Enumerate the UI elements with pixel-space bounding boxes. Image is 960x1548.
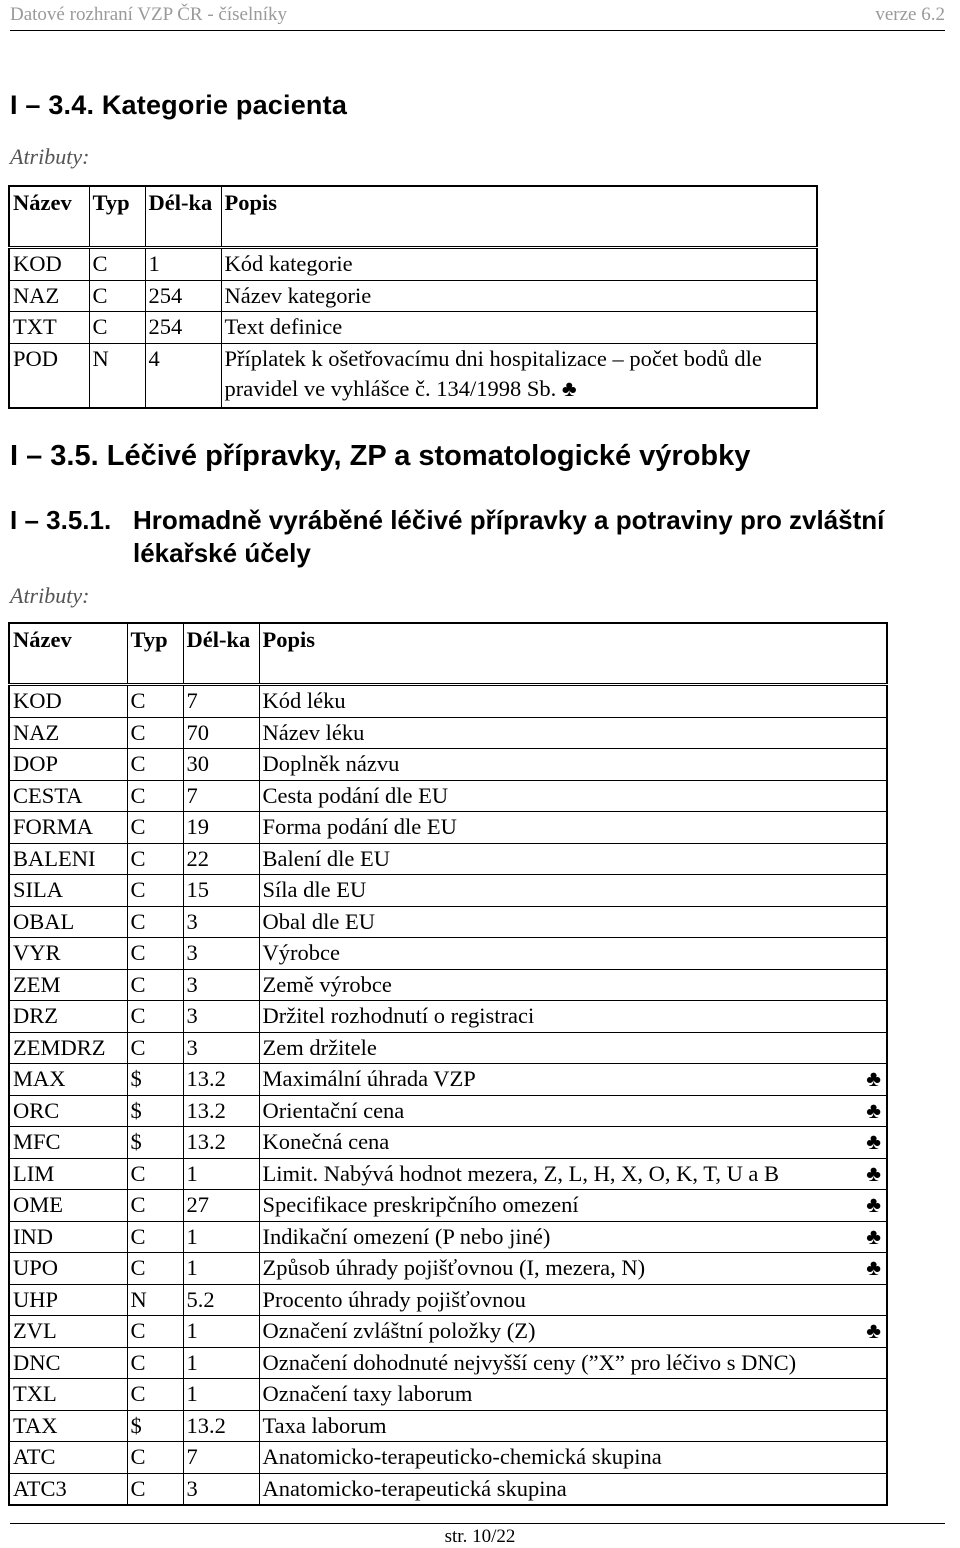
cell-name: POD: [9, 343, 89, 408]
cell-name: TAX: [9, 1410, 127, 1442]
cell-description: [259, 717, 887, 749]
table-row: [9, 1316, 887, 1348]
description-text: Limit. Nabývá hodnot mezera, Z, L, H, X, O, K, T, U a B: [262, 1160, 780, 1186]
club-mark-icon: ♣: [866, 1129, 881, 1154]
cell-length: 1: [183, 1379, 259, 1411]
cell-length: 7: [183, 780, 259, 812]
table-row: [9, 906, 887, 938]
table-row: [9, 1253, 887, 1285]
cell-length: 1: [183, 1158, 259, 1190]
cell-description: [259, 1095, 887, 1127]
cell-length: 1: [183, 1316, 259, 1348]
description-text: Země výrobce: [262, 971, 392, 997]
cell-name: CESTA: [9, 780, 127, 812]
cell-description: [259, 875, 887, 907]
table-header-row: [9, 623, 887, 685]
cell-name: ZEM: [9, 969, 127, 1001]
cell-type: C: [127, 1190, 183, 1222]
table-row: [9, 1095, 887, 1127]
cell-name: UHP: [9, 1284, 127, 1316]
cell-name: LIM: [9, 1158, 127, 1190]
cell-length: 70: [183, 717, 259, 749]
cell-description: [259, 1347, 887, 1379]
table-row: [9, 875, 887, 907]
column-header: Název: [9, 186, 89, 248]
cell-type: C: [127, 1442, 183, 1474]
cell-length: 1: [183, 1347, 259, 1379]
cell-name: TXL: [9, 1379, 127, 1411]
cell-description: [259, 843, 887, 875]
cell-type: $: [127, 1410, 183, 1442]
cell-name: ORC: [9, 1095, 127, 1127]
cell-length: 3: [183, 938, 259, 970]
cell-length: 3: [183, 969, 259, 1001]
cell-name: BALENI: [9, 843, 127, 875]
cell-length: 1: [145, 248, 221, 281]
table-row: [9, 938, 887, 970]
cell-description: [259, 1473, 887, 1505]
cell-type: C: [127, 1316, 183, 1348]
table-row: [9, 1127, 887, 1159]
table-row: [9, 969, 887, 1001]
cell-length: 27: [183, 1190, 259, 1222]
description-text: Balení dle EU: [262, 845, 390, 871]
table-kategorie-pacienta: [8, 185, 818, 409]
description-text: Označení zvláštní položky (Z): [262, 1318, 536, 1343]
cell-type: C: [127, 938, 183, 970]
cell-length: 1: [183, 1221, 259, 1253]
cell-type: C: [127, 749, 183, 781]
cell-description: Text definice: [221, 312, 817, 344]
cell-name: ZVL: [9, 1316, 127, 1348]
cell-description: [259, 1127, 887, 1159]
table-row: [9, 1221, 887, 1253]
table-row: [9, 749, 887, 781]
subsection-number: I – 3.5.1.: [10, 505, 112, 535]
cell-name: ATC: [9, 1442, 127, 1474]
cell-name: FORMA: [9, 812, 127, 844]
table-row: [9, 1379, 887, 1411]
description-text: Označení taxy laborum: [262, 1381, 473, 1406]
cell-type: $: [127, 1064, 183, 1096]
cell-description: [259, 1001, 887, 1033]
club-mark-icon: ♣: [866, 1097, 881, 1123]
attributes-label: Atributy:: [10, 583, 90, 608]
description-text: Doplněk názvu: [262, 751, 400, 776]
cell-name: ZEMDRZ: [9, 1032, 127, 1064]
cell-name: NAZ: [9, 717, 127, 749]
description-text: Anatomicko-terapeuticko-chemická skupina: [262, 1444, 662, 1469]
cell-length: 7: [183, 1442, 259, 1474]
cell-length: 4: [145, 343, 221, 408]
footer-divider: [10, 1523, 945, 1524]
cell-name: MAX: [9, 1064, 127, 1096]
header-version: verze 6.2: [875, 4, 945, 25]
description-text: Označení dohodnuté nejvyšší ceny (”X” pro léčivo s DNC): [262, 1349, 797, 1375]
cell-type: C: [89, 280, 145, 312]
cell-name: UPO: [9, 1253, 127, 1285]
column-header: Typ: [89, 186, 145, 248]
table-row: [9, 1064, 887, 1096]
cell-description: Příplatek k ošetřovacímu dni hospitalizace – počet bodů dle pravidel ve vyhlášce č. 134/1998 Sb. ♣: [221, 343, 817, 408]
cell-type: C: [127, 1473, 183, 1505]
description-text: Kód léku: [262, 688, 346, 713]
cell-length: 3: [183, 1001, 259, 1033]
column-header: Dél-ka: [145, 186, 221, 248]
cell-type: C: [127, 969, 183, 1001]
cell-description: [259, 1379, 887, 1411]
cell-length: 3: [183, 906, 259, 938]
cell-name: KOD: [9, 248, 89, 281]
cell-name: NAZ: [9, 280, 89, 312]
cell-description: [259, 780, 887, 812]
cell-description: [259, 1158, 887, 1190]
cell-length: 254: [145, 280, 221, 312]
cell-type: C: [89, 312, 145, 344]
description-text: Specifikace preskripčního omezení: [262, 1192, 579, 1217]
table-row: [9, 685, 887, 718]
cell-description: [259, 685, 887, 718]
cell-type: C: [127, 1379, 183, 1411]
table-row: [9, 312, 817, 344]
table-row: [9, 1442, 887, 1474]
table-row: [9, 843, 887, 875]
cell-type: C: [127, 875, 183, 907]
table-row: [9, 1473, 887, 1505]
table-row: [9, 280, 817, 312]
description-text: Název léku: [262, 719, 365, 745]
cell-type: C: [127, 906, 183, 938]
description-text: Indikační omezení (P nebo jiné): [262, 1223, 551, 1249]
cell-length: 22: [183, 843, 259, 875]
table-row: [9, 780, 887, 812]
cell-description: [259, 1442, 887, 1474]
cell-description: [259, 1032, 887, 1064]
club-mark-icon: ♣: [866, 1318, 881, 1343]
description-text: Anatomicko-terapeutická skupina: [262, 1475, 567, 1501]
cell-description: [259, 1410, 887, 1442]
cell-type: C: [127, 812, 183, 844]
description-text: Procento úhrady pojišťovnou: [262, 1286, 526, 1312]
club-mark-icon: ♣: [866, 1223, 881, 1249]
cell-length: 13.2: [183, 1127, 259, 1159]
cell-type: N: [89, 343, 145, 408]
cell-length: 5.2: [183, 1284, 259, 1316]
cell-length: 3: [183, 1473, 259, 1505]
cell-name: DOP: [9, 749, 127, 781]
table-row: [9, 1158, 887, 1190]
cell-description: Kód kategorie: [221, 248, 817, 281]
description-text: Výrobce: [262, 940, 340, 965]
cell-type: N: [127, 1284, 183, 1316]
cell-description: [259, 812, 887, 844]
cell-name: OBAL: [9, 906, 127, 938]
cell-type: C: [127, 717, 183, 749]
cell-type: C: [127, 1253, 183, 1285]
table-row: [9, 248, 817, 281]
cell-type: C: [127, 685, 183, 718]
table-row: [9, 1410, 887, 1442]
cell-type: C: [127, 1221, 183, 1253]
table-row: [9, 1284, 887, 1316]
description-text: Způsob úhrady pojišťovnou (I, mezera, N): [262, 1255, 646, 1280]
cell-description: [259, 969, 887, 1001]
cell-length: 19: [183, 812, 259, 844]
table-row: [9, 1347, 887, 1379]
column-header: Dél-ka: [183, 623, 259, 685]
cell-length: 13.2: [183, 1095, 259, 1127]
attributes-label: Atributy:: [10, 144, 90, 169]
description-text: Zem držitele: [262, 1034, 377, 1060]
description-text: Konečná cena: [262, 1129, 390, 1154]
cell-description: [259, 749, 887, 781]
table-row: [9, 1032, 887, 1064]
cell-length: 7: [183, 685, 259, 718]
table-row: [9, 343, 817, 408]
description-text: Taxa laborum: [262, 1412, 387, 1438]
cell-description: Název kategorie: [221, 280, 817, 312]
cell-name: DNC: [9, 1347, 127, 1379]
cell-type: C: [127, 1001, 183, 1033]
table-row: [9, 1190, 887, 1222]
cell-description: [259, 1253, 887, 1285]
club-mark-icon: ♣: [866, 1255, 881, 1280]
column-header: Popis: [221, 186, 817, 248]
description-text: Cesta podání dle EU: [262, 782, 449, 808]
subsection-title: Hromadně vyráběné léčivé přípravky a potraviny pro zvláštní lékařské účely: [133, 505, 885, 568]
cell-type: C: [127, 843, 183, 875]
cell-length: 13.2: [183, 1064, 259, 1096]
page-number: str. 10/22: [444, 1526, 516, 1547]
column-header: Název: [9, 623, 127, 685]
cell-name: SILA: [9, 875, 127, 907]
column-header: Popis: [259, 623, 887, 685]
description-text: Maximální úhrada VZP: [262, 1066, 476, 1091]
section-heading-lecive-pripravky: I – 3.5. Léčivé přípravky, ZP a stomatologické výrobky: [10, 440, 751, 472]
cell-description: [259, 938, 887, 970]
club-mark-icon: ♣: [866, 1160, 881, 1186]
page-header: [10, 2, 945, 31]
description-text: Síla dle EU: [262, 877, 367, 902]
cell-name: ATC3: [9, 1473, 127, 1505]
description-text: Držitel rozhodnutí o registraci: [262, 1003, 535, 1028]
cell-length: 15: [183, 875, 259, 907]
club-mark-icon: ♣: [866, 1066, 881, 1091]
cell-length: 254: [145, 312, 221, 344]
table-header-row: [9, 186, 817, 248]
header-title: Datové rozhraní VZP ČR - číselníky: [10, 4, 288, 25]
cell-type: C: [127, 1158, 183, 1190]
cell-type: C: [127, 1032, 183, 1064]
cell-description: [259, 1221, 887, 1253]
cell-length: 13.2: [183, 1410, 259, 1442]
table-row: [9, 717, 887, 749]
cell-description: [259, 1190, 887, 1222]
cell-name: OME: [9, 1190, 127, 1222]
cell-name: IND: [9, 1221, 127, 1253]
cell-description: [259, 1064, 887, 1096]
section-heading-kategorie-pacienta: I – 3.4. Kategorie pacienta: [10, 90, 348, 120]
cell-name: KOD: [9, 685, 127, 718]
club-mark-icon: ♣: [866, 1192, 881, 1217]
cell-type: C: [127, 780, 183, 812]
cell-type: C: [89, 248, 145, 281]
table-lecive-pripravky: [8, 622, 888, 1506]
column-header: Typ: [127, 623, 183, 685]
cell-type: $: [127, 1095, 183, 1127]
cell-name: MFC: [9, 1127, 127, 1159]
cell-description: [259, 906, 887, 938]
cell-type: $: [127, 1127, 183, 1159]
cell-name: VYR: [9, 938, 127, 970]
description-text: Forma podání dle EU: [262, 814, 457, 839]
description-text: Orientační cena: [262, 1097, 405, 1123]
table-row: [9, 812, 887, 844]
cell-description: [259, 1284, 887, 1316]
cell-length: 30: [183, 749, 259, 781]
cell-description: [259, 1316, 887, 1348]
cell-name: TXT: [9, 312, 89, 344]
cell-length: 3: [183, 1032, 259, 1064]
description-text: Obal dle EU: [262, 908, 375, 934]
cell-type: C: [127, 1347, 183, 1379]
cell-length: 1: [183, 1253, 259, 1285]
cell-name: DRZ: [9, 1001, 127, 1033]
table-row: [9, 1001, 887, 1033]
